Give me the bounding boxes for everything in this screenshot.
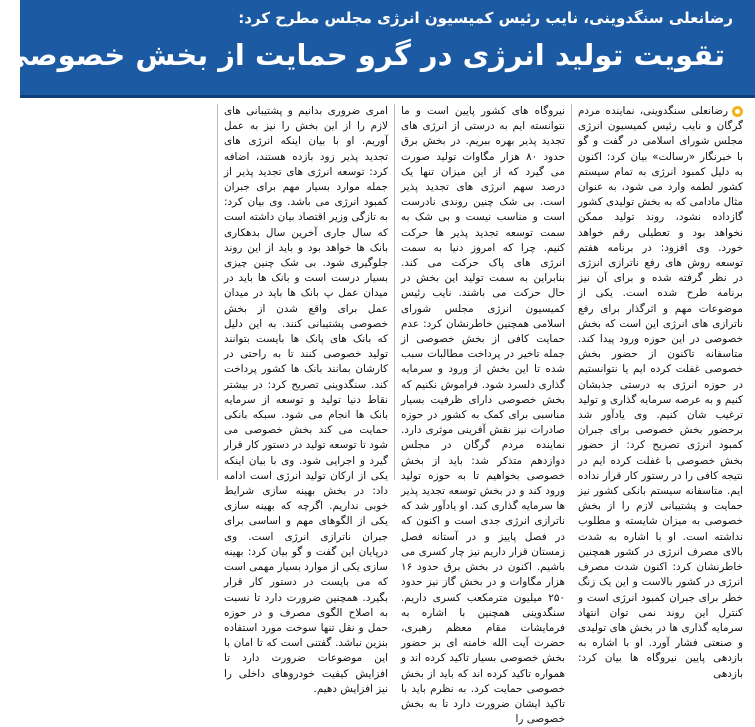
article-column-1 bbox=[572, 104, 749, 680]
headline-title: تقویت تولید انرژی در گرو حمایت از بخش خصوصی bbox=[0, 38, 725, 72]
article-column-2 bbox=[395, 104, 572, 726]
article-body bbox=[26, 104, 749, 726]
kicker-text: رضانعلی سنگدوینی، نایب رئیس کمیسیون انرژی مجلس مطرح کرد: bbox=[238, 9, 733, 27]
article-column-3 bbox=[218, 104, 395, 695]
article-column-4 bbox=[41, 104, 218, 480]
column-2-text: نیروگاه های کشور پایین است و ما نتوانسته ایم به درستی از انرژی های تجدید پذیر بهره ببریم. در بخش برق حدود ۸۰ هزار مگاوات تولید صورت می گیرد که از این میزان تنها یک درصد سهم انرژی های تجدید پذیر است. بی شک چنین روندی نادرست است و مناسب نیست و بی شک به سمت توسعه تجدید پذیر ها حرکت کنیم. چرا که امروز دنیا به سمت انرژی های پاک حرکت می کند. بنابراین به سمت تولید این بخش در حال حرکت می باشند. نایب رئیس کمیسیون انرژی مجلس شورای اسلامی همچنین خاطرنشان کرد: عدم حمایت کافی از بخش خصوصی از جمله تاخیر در پرداخت مطالبات سبب شده تا این بخش از ورود و سرمایه گذاری دلسرد شود. فراموش نکنیم که بخش خصوصی دارای ظرفیت بسیار مناسبی برای کمک به کشور در حوزه صادرات نیز نقش آفرینی موثری دارد. نماینده مردم گرگان در مجلس دوازدهم متذکر شد: باید از بخش خصوصی بخواهیم تا به حوزه تولید ورود کند و در بخش توسعه تجدید پذیر ها سرمایه گذاری کند. او یادآور شد که ناترازی انرژی جدی است و اکنون که در فصل پاییز و در آستانه فصل زمستان قرار داریم نیز چار کسری می باشیم. اکنون در بخش برق حدود ۱۶ هزار مگاوات و در بخش گاز نیز حدود ۲۵۰ میلیون مترمکعب کسری داریم. سنگدوینی همچنین با اشاره به فرمایشات مقام معظم رهبری، حضرت آیت الله خامنه ای بر حضور بخش خصوصی بسیار تاکید کرده اند و همواره تاکید کرده اند که باید از بخش خصوصی حمایت کرد. به نظرم باید با تاکید ایشان ضرورت دارد تا به بخش خصوصی را bbox=[401, 105, 565, 726]
header-divider bbox=[20, 95, 755, 98]
column-3-text: امری ضروری بدانیم و پشتیبانی های لازم را از این بخش را نیز به عمل آوریم. او با بیان اینکه انرژی های تجدید پذیر زود بازده هستند، اضافه کرد: توسعه انرژی های تجدید پذیر از جمله موارد بسیار مهم برای جبران کمبود انرژی می باشد. وی بیان کرد: به تازگی وزیر اقتصاد بیان داشته است که سال جاری آخرین سال بدهکاری بانک ها خواهد بود و باید از این روند جلوگیری شود. بی شک چنین چیزی بسیار درست است و بانک ها باید در میدان عمل پ بانک ها باید در میدان عمل برای واقع شدن از بخش خصوصی پشتیبانی کنند. به این دلیل که بانک های پانک ها بایست بتوانند تولید خصوصی کنند تا به راحتی در کارشان بمانند بانک ها کشور پرداخت کند. سنگدوینی تصریح کرد: در بیشتر نقاط دنیا تولید و توسعه از سرمایه بانک ها انجام می شود. سبکه بانکی حمایت می کند بخش خصوصی می شود تا توسعه تولید در دستور کار قرار گیرد و اجرایی شود. وی با بیان اینکه یکی از ارکان تولید انرژی است ادامه داد: در بخش بهینه سازی شرایط خوبی نداریم. اگرچه که بهینه سازی یکی از الگوهای مهم و اساسی برای جبران ناترازی انرژی است. وی درپایان این گفت و گو بیان کرد: بهینه سازی یکی از موارد بسیار مهمی است که می بایست در دستور کار قرار بگیرد. همچنین ضرورت دارد تا نسبت به اصلاح الگوی مصرف و در حوزه حمل و نقل تنها سوخت مورد استفاده بنزین نباشد. گفتنی است که تا امان با این موضوعات ضرورت دارد تا افزایش کیفیت خودروهای داخلی را نیز افزایش دهیم. bbox=[224, 105, 388, 695]
circle-bullet-icon bbox=[732, 106, 743, 117]
headline-banner bbox=[0, 0, 755, 95]
column-1-text: رضانعلی سنگدوینی، نماینده مردم گرگان و نایب رئیس کمیسیون انرژی مجلس شورای اسلامی در گفت و گو با خبرنگار «رسالت» بیان کرد: اکنون به دلیل کمبود انرژی به تمام سیستم کشور لطمه وارد می شود، به عنوان مثال مادامی که به بخش تولیدی کشور گازداده نشود، روند تولید ممکن نخواهد بود و تعطیلی رقم خواهد خورد. وی افزود: در برنامه هفتم توسعه روش های رفع ناترازی انرژی در نظر گرفته شده و برای آن نیز برنامه طرح شده است. یکی از موضوعات مهم و اثرگذار برای رفع ناترازی های انرژی این است که بخش خصوصی در این حوزه ورود پیدا کند. متاسفانه تاکنون از حضور بخش خصوصی غفلت کرده ایم یا نتوانستیم در حوزه انرژی به درستی جذبشان کنیم و به عرصه سرمایه گذاری و تولید ترغیب شان کنیم. وی یادآور شد برحضور بخش خصوصی برای جبران کمبود انرژی تصریح کرد: از حضور بخش خصوصی با غفلت کرده ایم در نتیجه کافی را در رستور کار قرار نداده ایم. متاسفانه سیستم بانکی کشور نیز حمایت و پشتیبانی لازم را از بخش خصوصی به میزان شایسته و مطلوب نداشته است. او با اشاره به شدت بالای مصرف انرژی در کشور همچنین خاطرنشان کرد: اکنون شدت مصرف انرژی در کشور بالاست و این یک زنگ خطر برای جبران کمبود انرژی است و کنترل این روند نمی توان انتهاد سرمایه گذاری ها در بخش های تولیدی و صنعتی فشار آورد. او با اشاره به بازدهی پایین نیروگاه ها بیان کرد: بازدهی bbox=[578, 105, 743, 680]
